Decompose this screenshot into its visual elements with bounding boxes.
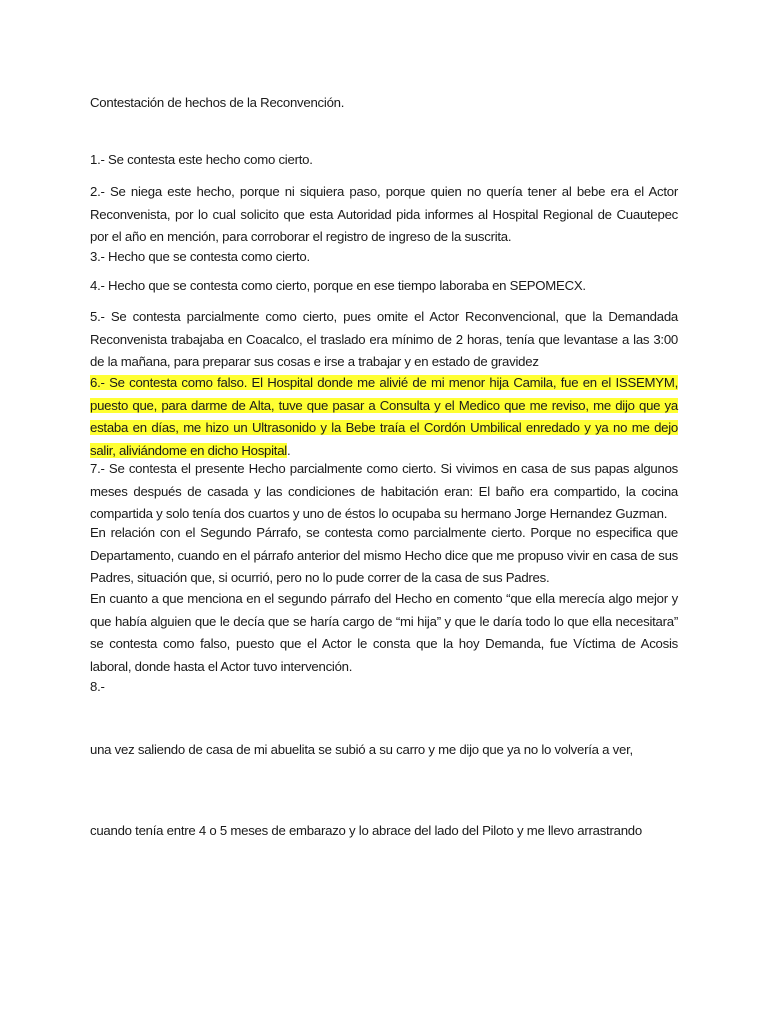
paragraph-8: 8.- [90, 679, 105, 694]
paragraph-7: 7.- Se contesta el presente Hecho parcialmente como cierto. Si vivimos en casa de sus papas algunos meses después de casada y las condiciones de habitación eran: El baño era compartido, la cocina compartida y solo tenía dos cuartos y uno de éstos lo ocupaba su hermano Jorge Hernandez Guzman. [90, 461, 678, 521]
paragraph-9: una vez saliendo de casa de mi abuelita se subió a su carro y me dijo que ya no lo volvería a ver, [90, 742, 633, 757]
paragraph-2: 2.- Se niega este hecho, porque ni siquiera paso, porque quien no quería tener al bebe era el Actor Reconvenista, por lo cual solicito que esta Autoridad pida informes al Hospital Regional de Cuautepec por el año en mención, para corroborar el registro de ingreso de la suscrita. [90, 184, 678, 244]
highlighted-text: 6.- Se contesta como falso. El Hospital donde me alivié de mi menor hija Camila, fue en el ISSEMYM, puesto que, para darme de Alta, tuve que pasar a Consulta y el Medico que me reviso, me dijo que ya estaba en días, me hizo un Ultrasonido y la Bebe traía el Cordón Umbilical enredado y ya no me dejo salir, aliviándome en dicho Hospital [90, 375, 678, 458]
paragraph-7-third: En cuanto a que menciona en el segundo párrafo del Hecho en comento “que ella merecía algo mejor y que había alguien que le decía que se haría cargo de “mi hija” y que le daría todo lo que ella necesitara” se contesta como falso, puesto que el Actor le consta que la hoy Demanda, fue Víctima de Acosis laboral, donde hasta el Actor tuvo intervención. [90, 591, 678, 674]
paragraph-5: 5.- Se contesta parcialmente como cierto, pues omite el Actor Reconvencional, que la Demandada Reconvenista trabajaba en Coacalco, el traslado era mínimo de 2 horas, tenía que levantase a las 3:00 de la mañana, para preparar sus cosas e irse a trabajar y en estado de gravidez [90, 309, 678, 369]
paragraph-6 [90, 372, 678, 462]
paragraph-6-end: . [286, 442, 291, 458]
document-title: Contestación de hechos de la Reconvención. [90, 95, 345, 110]
paragraph-3: 3.- Hecho que se contesta como cierto. [90, 249, 310, 264]
paragraph-1: 1.- Se contesta este hecho como cierto. [90, 152, 313, 167]
paragraph-7-second: En relación con el Segundo Párrafo, se contesta como parcialmente cierto. Porque no especifica que Departamento, cuando en el párrafo anterior del mismo Hecho dice que me propuso vivir en casa de sus Padres, situación que, si ocurrió, pero no lo pude correr de la casa de sus Padres. [90, 525, 678, 585]
paragraph-10: cuando tenía entre 4 o 5 meses de embarazo y lo abrace del lado del Piloto y me llevo arrastrando [90, 823, 642, 838]
paragraph-4: 4.- Hecho que se contesta como cierto, porque en ese tiempo laboraba en SEPOMECX. [90, 278, 586, 293]
